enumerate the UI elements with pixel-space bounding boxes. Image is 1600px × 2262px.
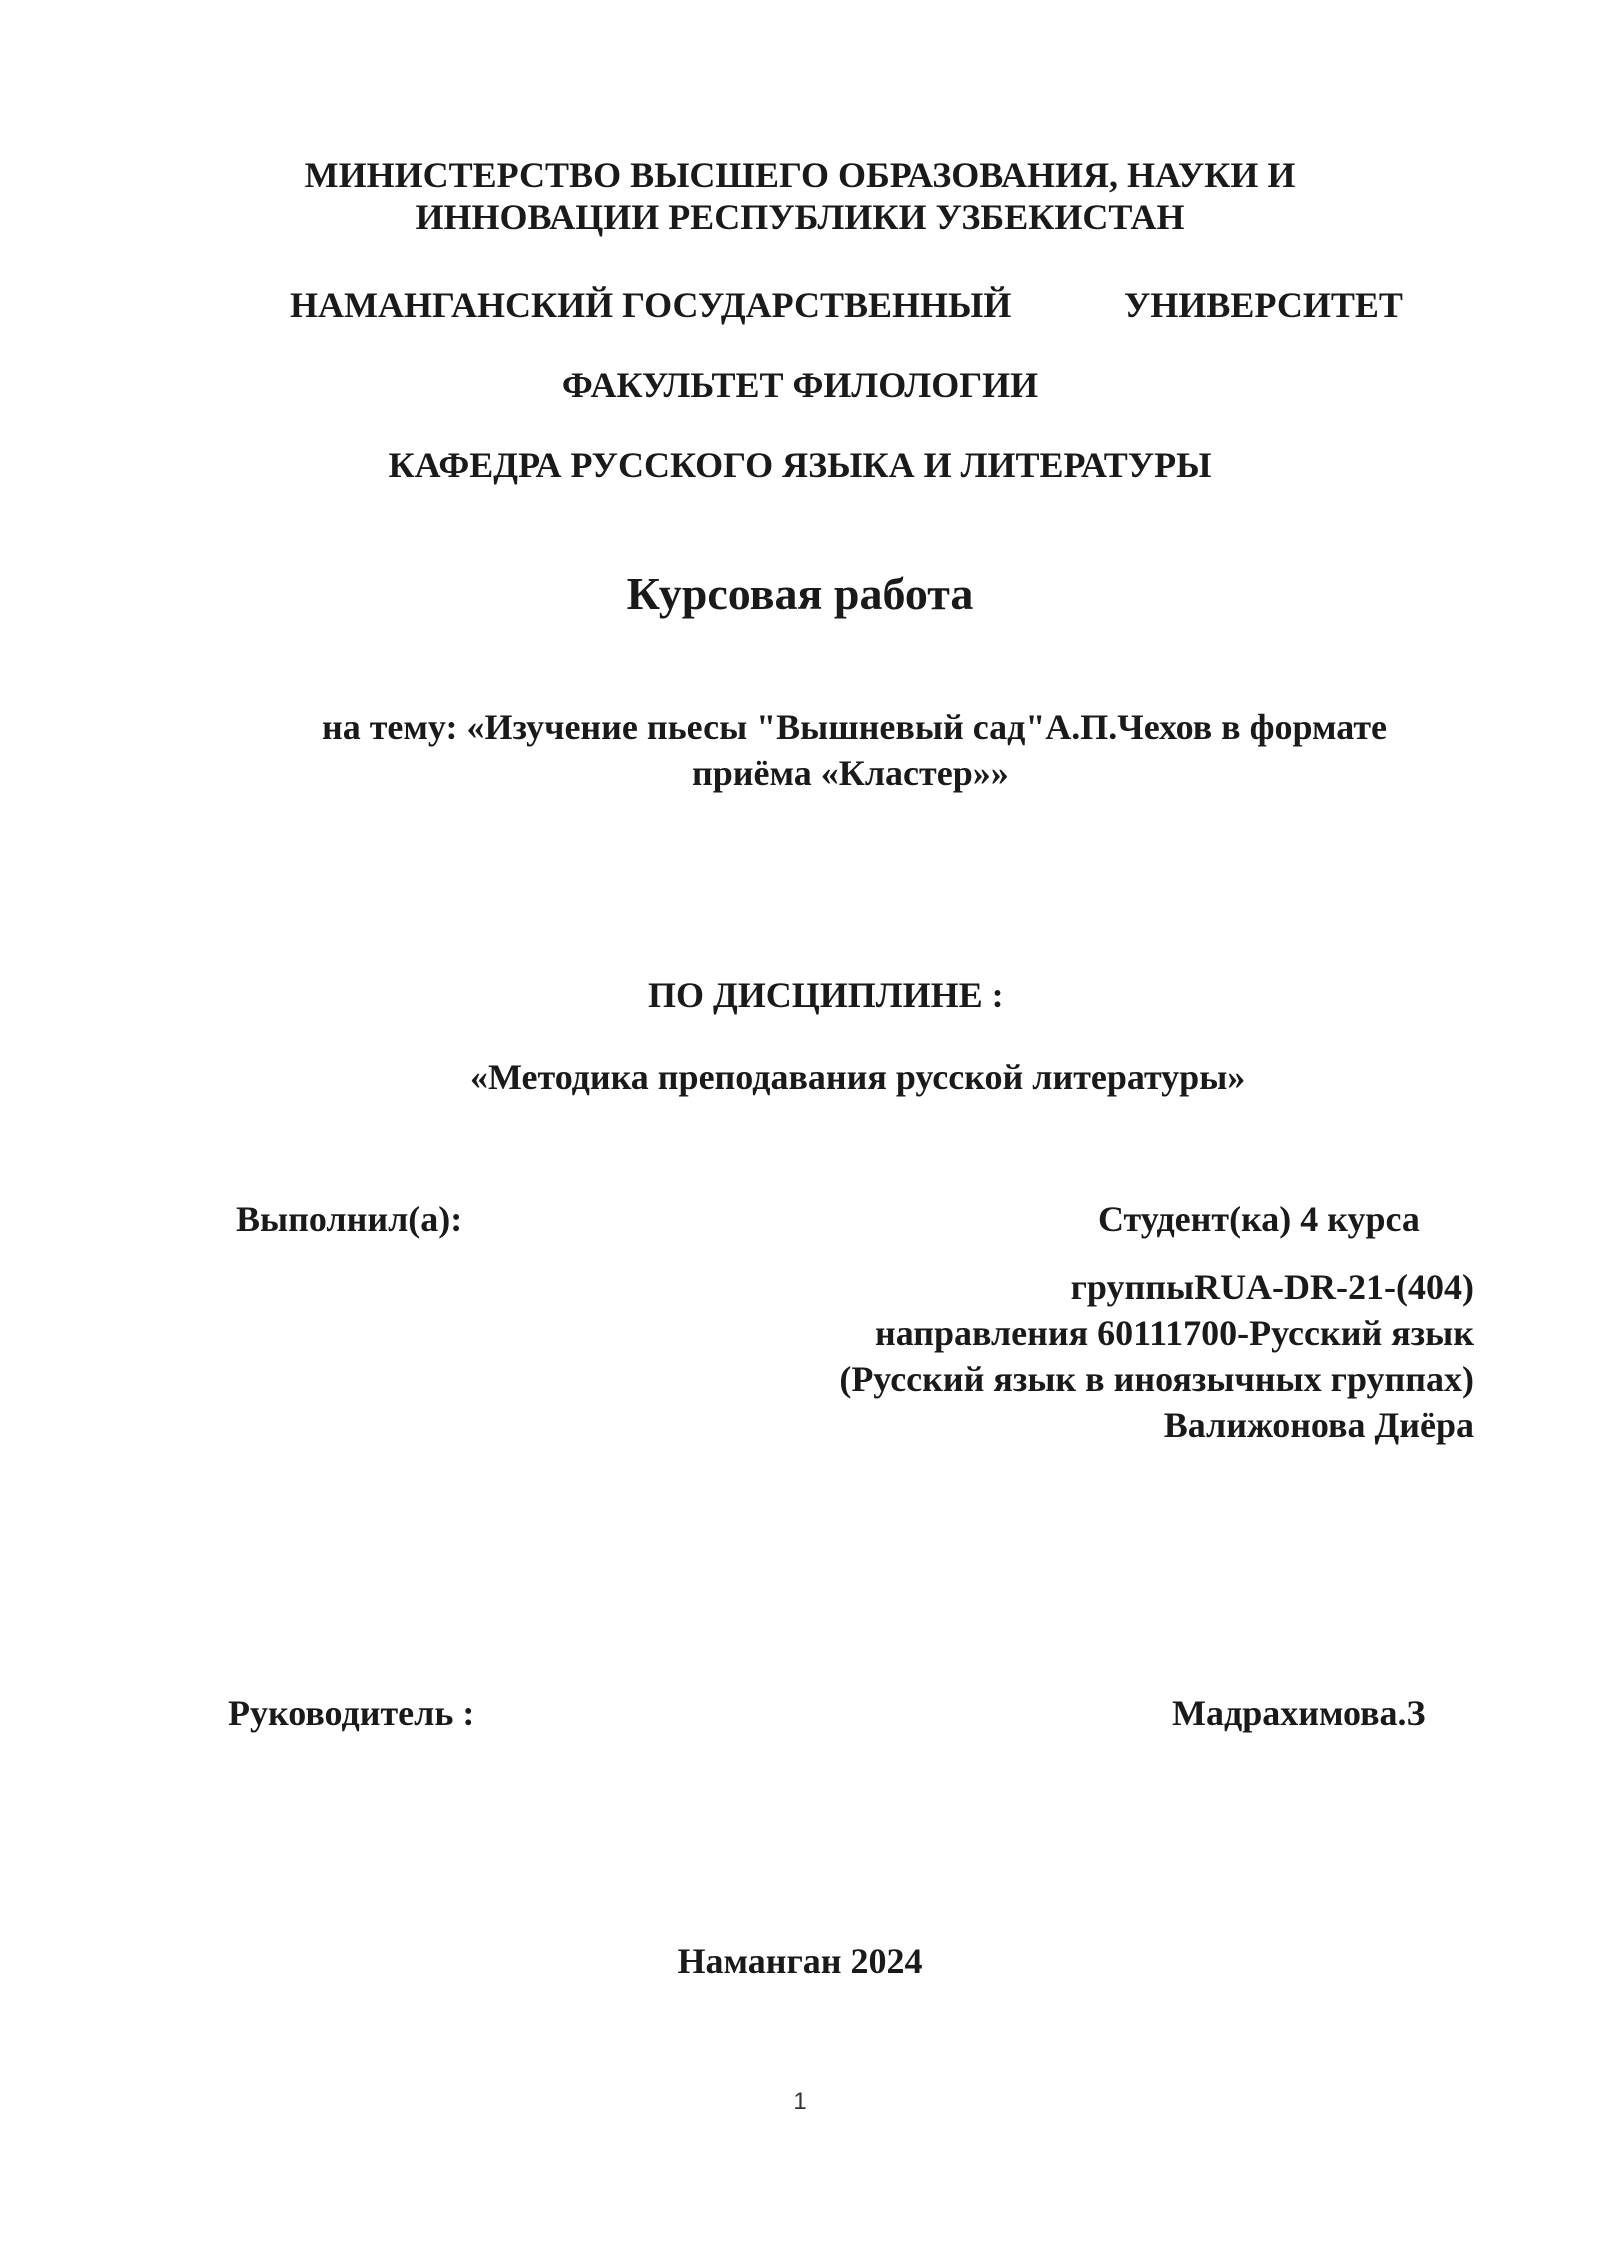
- work-type-title: Курсовая работа: [626, 568, 974, 619]
- author-specialization: (Русский язык в иноязычных группах): [839, 1359, 1474, 1399]
- page-number: 1: [793, 2088, 807, 2115]
- supervisor-label: Руководитель :: [228, 1693, 475, 1733]
- faculty-name: ФАКУЛЬТЕТ ФИЛОЛОГИИ: [561, 365, 1039, 405]
- topic-line-1: на тему: «Изучение пьесы "Вышневый сад"А.П.Чехов в формате: [322, 707, 1387, 747]
- ministry-line-2: ИННОВАЦИИ РЕСПУБЛИКИ УЗБЕКИСТАН: [415, 197, 1185, 237]
- author-name: Валижонова Диёра: [1163, 1405, 1474, 1445]
- author-course: Студент(ка) 4 курса: [1098, 1199, 1420, 1239]
- author-direction: направления 60111700-Русский язык: [874, 1313, 1474, 1353]
- university-name-part-1: НАМАНГАНСКИЙ ГОСУДАРСТВЕННЫЙ: [290, 285, 1012, 325]
- author-group: группыRUA-DR-21-(404): [1070, 1267, 1474, 1307]
- discipline-name: «Методика преподавания русской литературы»: [470, 1057, 1246, 1097]
- author-label: Выполнил(а):: [236, 1199, 463, 1239]
- university-name-part-2: УНИВЕРСИТЕТ: [1124, 285, 1403, 325]
- discipline-label: ПО ДИСЦИПЛИНЕ :: [648, 975, 1004, 1015]
- department-name: КАФЕДРА РУССКОГО ЯЗЫКА И ЛИТЕРАТУРЫ: [388, 445, 1212, 485]
- topic-line-2: приёма «Кластер»»: [692, 753, 1009, 793]
- city-year: Наманган 2024: [677, 1941, 923, 1981]
- supervisor-name: Мадрахимова.З: [1172, 1693, 1426, 1733]
- ministry-line-1: МИНИСТЕРСТВО ВЫСШЕГО ОБРАЗОВАНИЯ, НАУКИ И: [304, 155, 1296, 195]
